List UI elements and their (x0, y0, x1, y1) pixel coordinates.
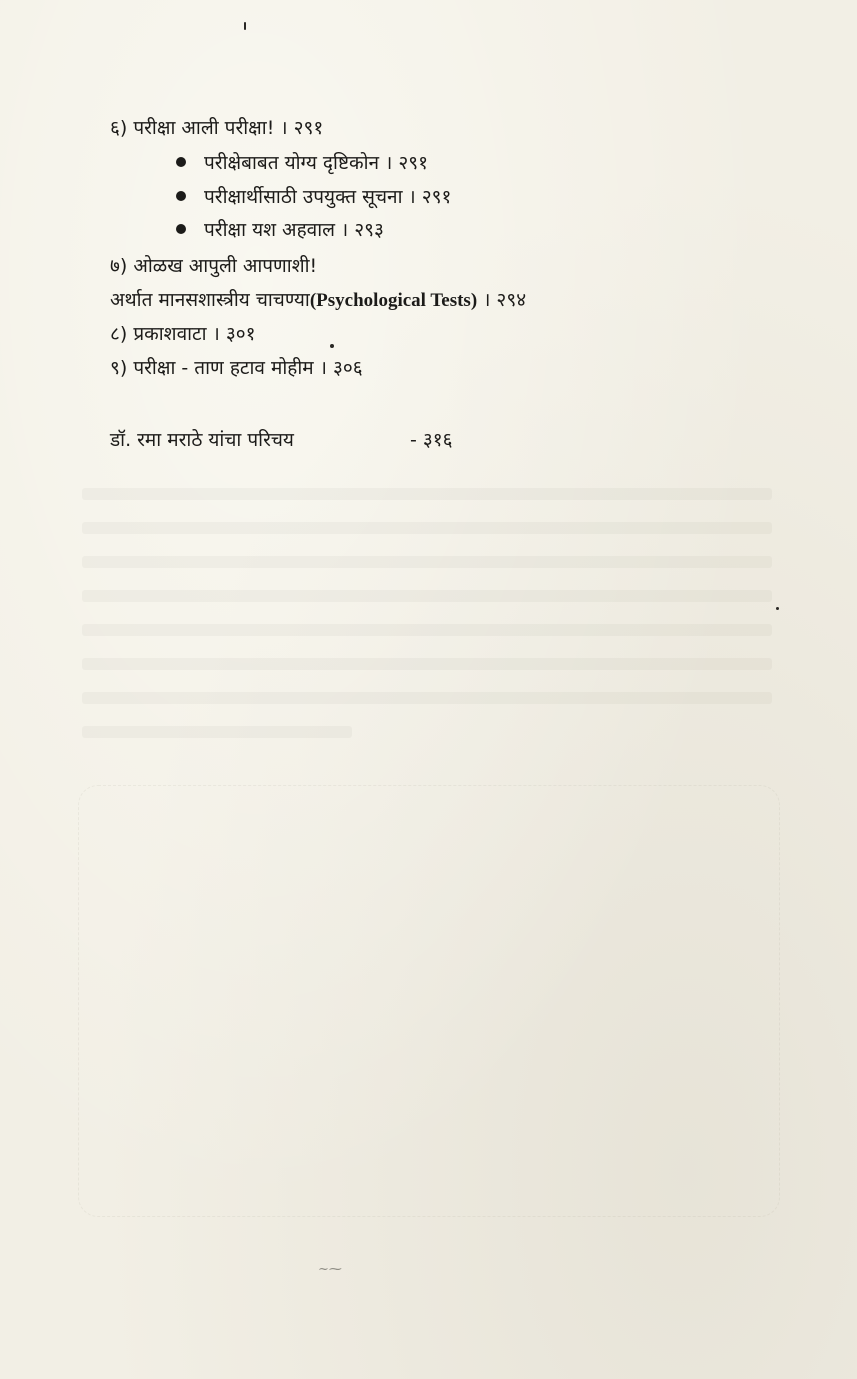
toc-item-7-subtitle (110, 288, 526, 313)
ink-speck (244, 22, 246, 30)
toc-item-8: ८) प्रकाशवाटा । ३०१ (110, 323, 256, 345)
ink-speck (776, 607, 779, 610)
show-through-text (82, 488, 772, 500)
show-through-text (82, 522, 772, 534)
bullet-icon (176, 157, 186, 167)
toc-item-6: ६) परीक्षा आली परीक्षा! । २९१ (110, 117, 324, 139)
show-through-illustration (78, 785, 780, 1217)
show-through-text (82, 726, 352, 738)
toc-subitem (176, 185, 451, 209)
bullet-icon (176, 224, 186, 234)
bullet-icon (176, 191, 186, 201)
subtitle-page: । २९४ (477, 289, 527, 311)
page-smudge: ~⁓ (318, 1262, 342, 1277)
toc-subitem-label: परीक्षेबाबत योग्य दृष्टिकोन । २९१ (204, 152, 429, 174)
toc-item-7: ७) ओळख आपुली आपणाशी! (110, 255, 318, 277)
toc-subitem (176, 218, 384, 242)
show-through-text (82, 692, 772, 704)
toc-item-9: ९) परीक्षा - ताण हटाव मोहीम । ३०६ (110, 357, 363, 379)
toc-subitem (176, 151, 428, 175)
author-intro-page: - ३१६ (410, 429, 453, 451)
author-intro-label: डॉ. रमा मराठे यांचा परिचय (110, 429, 294, 451)
toc-subitem-label: परीक्षार्थीसाठी उपयुक्त सूचना । २९१ (204, 186, 452, 208)
show-through-text (82, 556, 772, 568)
subtitle-marathi: अर्थात मानसशास्त्रीय चाचण्या (110, 289, 310, 311)
ink-speck (330, 344, 334, 348)
subtitle-english: (Psychological Tests) (309, 290, 478, 311)
show-through-text (82, 590, 772, 602)
show-through-text (82, 624, 772, 636)
show-through-text (82, 658, 772, 670)
toc-subitem-label: परीक्षा यश अहवाल । २९३ (204, 219, 384, 241)
